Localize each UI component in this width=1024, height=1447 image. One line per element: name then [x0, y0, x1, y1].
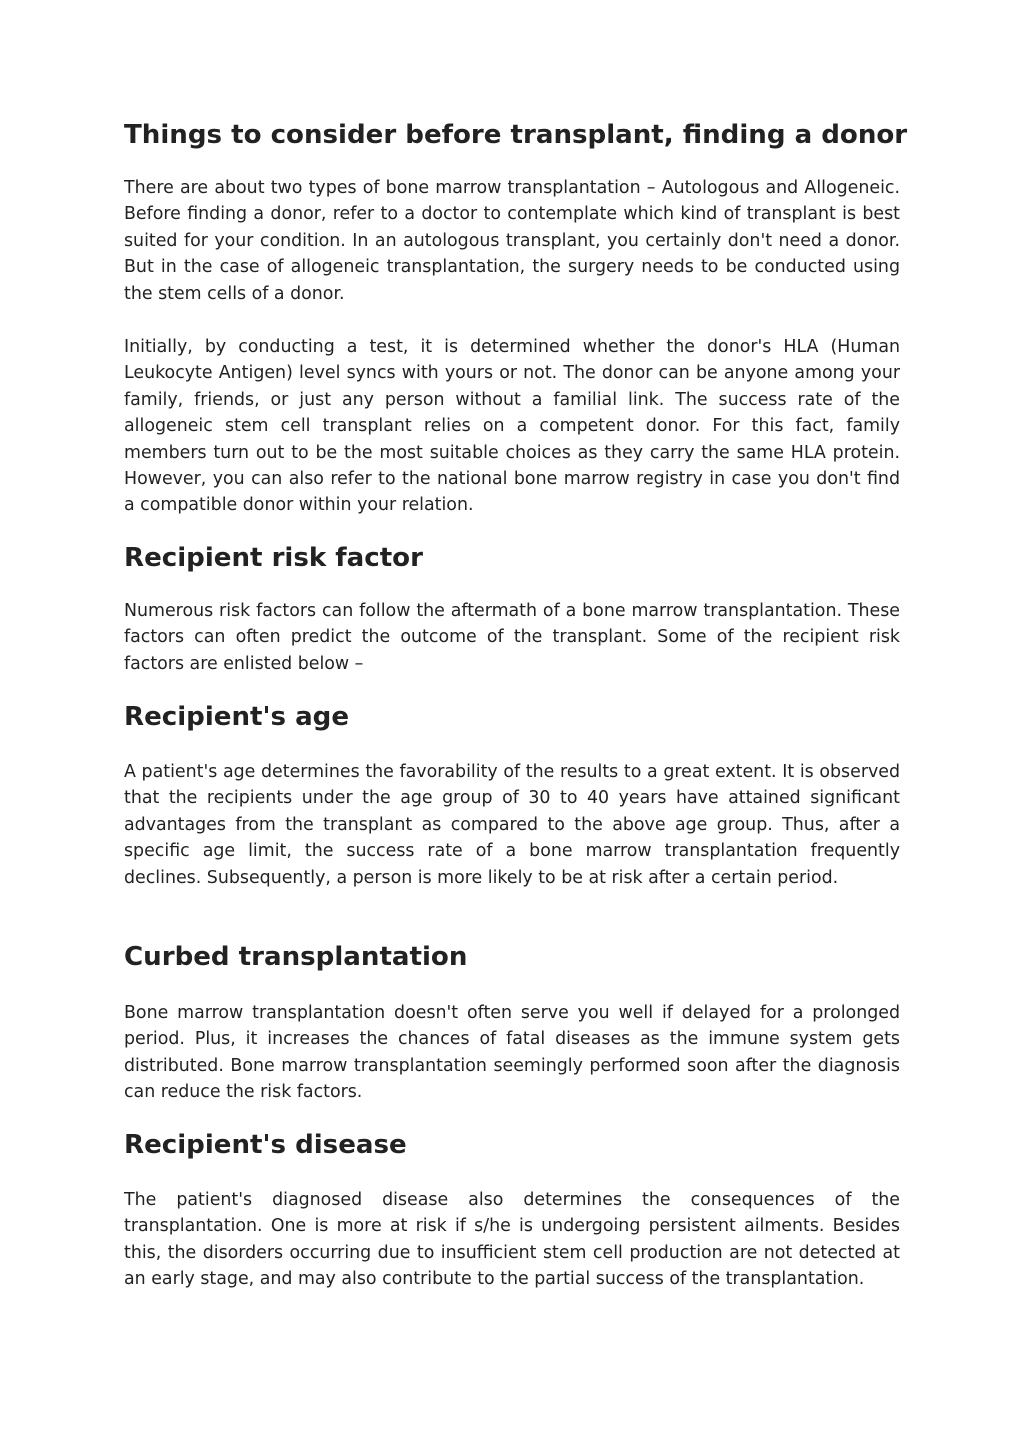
- paragraph-risk-factors-intro: Numerous risk factors can follow the aftermath of a bone marrow transplantation. These factors can often predict the outcome of the transplant. Some of the recipient risk factors are enlisted below –: [124, 601, 900, 674]
- paragraph-recipient-disease: The patient's diagnosed disease also determines the consequences of the transplantation. One is more at risk if s/he is undergoing persistent ailments. Besides this, the disorders occurring due to insufficient stem cell production are not detected at an early stage, and may also contribute to the partial success of the transplantation.: [124, 1190, 900, 1290]
- paragraph-transplant-types: There are about two types of bone marrow transplantation – Autologous and Allogeneic. Before finding a donor, refer to a doctor to contemplate which kind of transplant is best suited for your condition. In an autologous transplant, you certainly don't need a donor. But in the case of allogeneic transplantation, the surgery needs to be conducted using the stem cells of a donor.: [124, 178, 900, 304]
- paragraph-recipient-age: A patient's age determines the favorability of the results to a great extent. It is observed that the recipients under the age group of 30 to 40 years have attained significant advantages from the transplant as compared to the above age group. Thus, after a specific age limit, the success rate of a bone marrow transplantation frequently declines. Subsequently, a person is more likely to be at risk after a certain period.: [124, 762, 900, 888]
- section-heading-recipient-risk-factor: Recipient risk factor: [124, 543, 423, 573]
- paragraph-curbed-transplantation: Bone marrow transplantation doesn't often serve you well if delayed for a prolonged period. Plus, it increases the chances of fatal diseases as the immune system gets distributed. Bone marrow transplantation seemingly performed soon after the diagnosis can reduce the risk factors.: [124, 1003, 900, 1103]
- section-heading-finding-donor: Things to consider before transplant, finding a donor: [124, 120, 908, 150]
- section-heading-recipient-age: Recipient's age: [124, 702, 350, 732]
- section-heading-recipient-disease: Recipient's disease: [124, 1130, 407, 1160]
- paragraph-hla-test: Initially, by conducting a test, it is determined whether the donor's HLA (Human Leukocyte Antigen) level syncs with yours or not. The donor can be anyone among your family, friends, or just any person without a familial link. The success rate of the allogeneic stem cell transplant relies on a competent donor. For this fact, family members turn out to be the most suitable choices as they carry the same HLA protein. However, you can also refer to the national bone marrow registry in case you don't find a compatible donor within your relation.: [124, 337, 900, 516]
- section-heading-curbed-transplantation: Curbed transplantation: [124, 942, 468, 972]
